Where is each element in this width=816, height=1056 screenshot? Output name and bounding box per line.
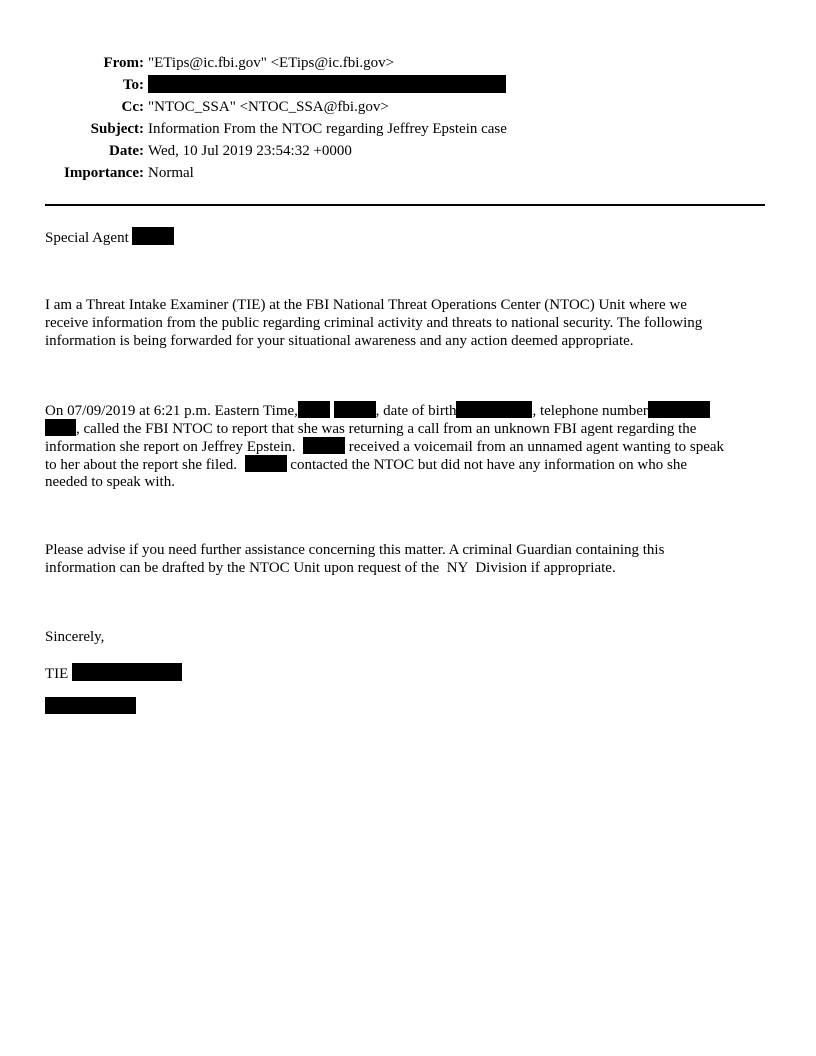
redaction-box [45, 697, 136, 714]
report-text: On 07/09/2019 at 6:21 p.m. Eastern Time, [45, 403, 298, 419]
importance-row [0, 163, 816, 183]
redaction-box [303, 437, 345, 454]
subject-label: Subject: [90, 121, 144, 137]
to-row [0, 75, 816, 95]
report-text: needed to speak with. [45, 474, 175, 490]
greeting-text: Special Agent [45, 230, 129, 246]
report-text: received a voicemail from an unnamed agent wanting to speak [348, 439, 725, 455]
redaction-box [334, 401, 376, 418]
paragraph-line: information is being forwarded for your situational awareness and any action deemed appropriate. [45, 333, 634, 349]
cc-row [0, 97, 816, 117]
redaction-box [72, 663, 182, 681]
redaction-box [148, 75, 506, 93]
greeting [45, 227, 770, 245]
closing [45, 628, 770, 646]
subject-value: Information From the NTOC regarding Jeffrey Epstein case [148, 121, 507, 137]
to-value [148, 75, 506, 95]
signature-prefix: TIE [45, 666, 69, 682]
from-label: From: [103, 55, 144, 71]
from-row [0, 53, 816, 73]
redaction-box [456, 401, 532, 418]
header-divider [45, 204, 765, 206]
subject-row [0, 119, 816, 139]
report-text: , date of birth [375, 403, 457, 419]
advice-paragraph [45, 541, 770, 577]
redaction-box [648, 401, 710, 418]
to-label: To: [122, 77, 144, 93]
signature [45, 663, 770, 681]
redaction-box [245, 455, 287, 472]
report-text: contacted the NTOC but did not have any information on who she [290, 457, 688, 473]
redaction-box [132, 227, 174, 245]
report-paragraph [45, 401, 770, 491]
cc-value[interactable]: "NTOC_SSA" <NTOC_SSA@fbi.gov> [148, 99, 389, 115]
importance-label: Importance: [64, 165, 144, 181]
report-text: to her about the report she filed. [45, 457, 238, 473]
cc-label: Cc: [121, 99, 144, 115]
paragraph-line: information can be drafted by the NTOC Unit upon request of the NY Division if appropriate. [45, 560, 616, 576]
importance-value: Normal [148, 165, 194, 181]
intro-paragraph [45, 296, 770, 350]
redaction-box [45, 419, 76, 436]
report-text: , called the FBI NTOC to report that she was returning a call from an unknown FBI agent regarding the [76, 421, 697, 437]
redaction-box [298, 401, 330, 418]
date-label: Date: [109, 143, 144, 159]
report-text: , telephone number [532, 403, 648, 419]
closing-text: Sincerely, [45, 629, 105, 645]
date-row [0, 141, 816, 161]
from-value[interactable]: "ETips@ic.fbi.gov" <ETips@ic.fbi.gov> [148, 55, 395, 71]
paragraph-line: receive information from the public regarding criminal activity and threats to national security. The following [45, 315, 703, 331]
date-value: Wed, 10 Jul 2019 23:54:32 +0000 [148, 143, 352, 159]
paragraph-line: I am a Threat Intake Examiner (TIE) at the FBI National Threat Operations Center (NTOC) Unit where we [45, 297, 687, 313]
report-text: information she report on Jeffrey Epstein. [45, 439, 296, 455]
paragraph-line: Please advise if you need further assistance concerning this matter. A criminal Guardian containing this [45, 542, 665, 558]
